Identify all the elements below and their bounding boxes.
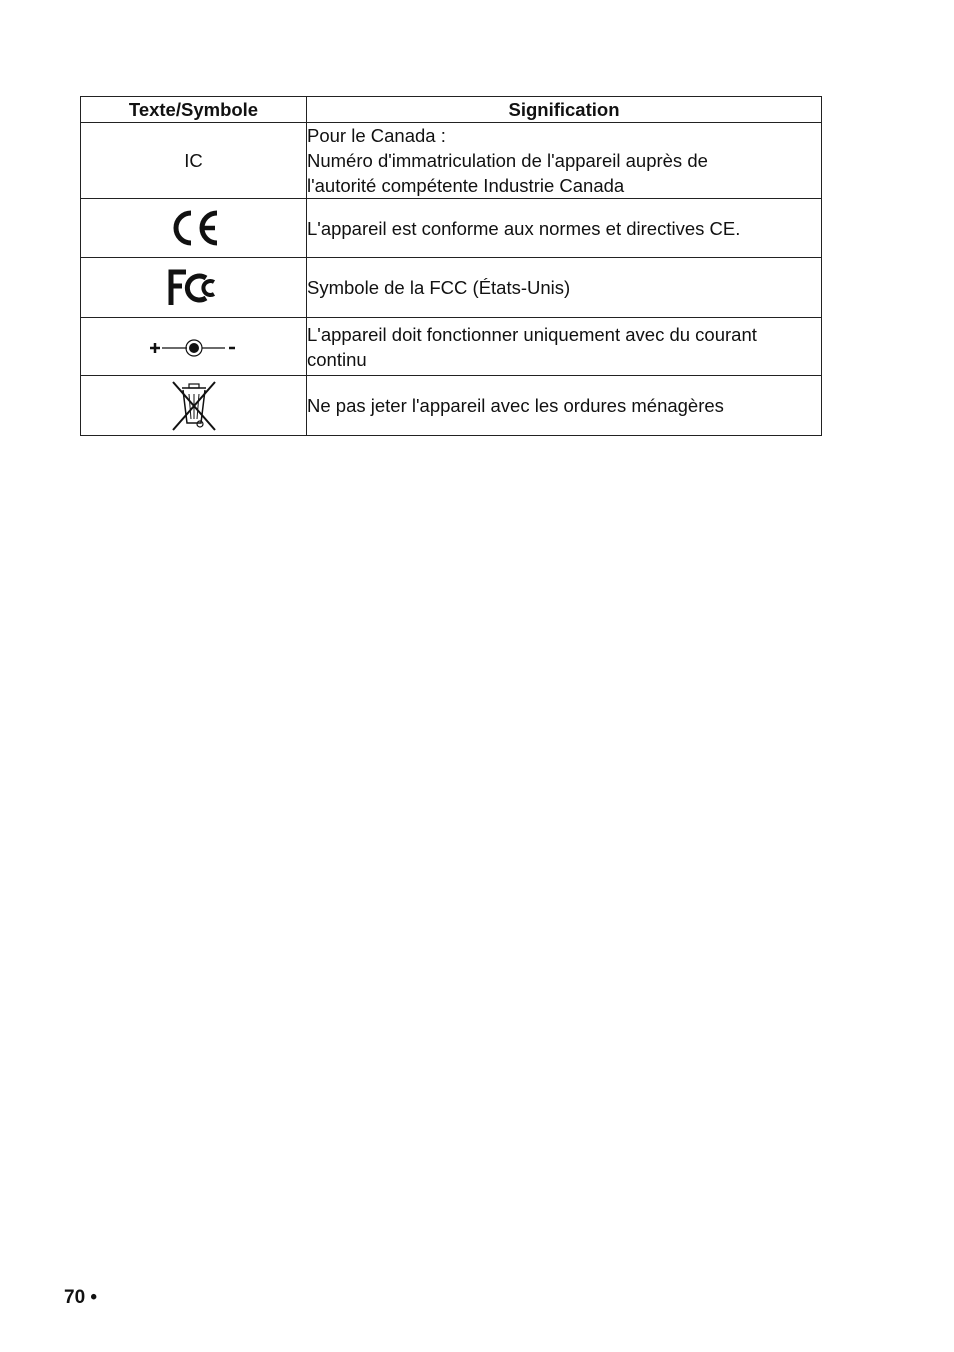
table-row: [81, 199, 822, 258]
dc-polarity-icon: [149, 336, 239, 360]
table-row: [81, 318, 822, 376]
symbol-cell-weee: [81, 376, 307, 436]
page-number: 70 •: [64, 1287, 98, 1308]
ce-mark-icon: [167, 208, 221, 248]
symbol-cell-dc: [81, 318, 307, 376]
symbol-cell-ce: [81, 199, 307, 258]
fcc-logo-icon: [168, 269, 220, 307]
header-symbol: Texte/Symbole: [81, 97, 307, 123]
meaning-cell-ce: L'appareil est conforme aux normes et directives CE.: [307, 199, 822, 258]
symbol-cell-ic: IC: [81, 123, 307, 199]
meaning-cell-dc: L'appareil doit fonctionner uniquement avec du courant continu: [307, 318, 822, 376]
table-row: [81, 376, 822, 436]
meaning-cell-ic: [307, 123, 822, 199]
table-row: [81, 258, 822, 318]
meaning-cell-weee: Ne pas jeter l'appareil avec les ordures ménagères: [307, 376, 822, 436]
meaning-line: Pour le Canada :: [307, 125, 446, 146]
table-row: [81, 123, 822, 199]
symbols-table: [80, 96, 822, 436]
crossed-bin-icon: [170, 381, 218, 431]
table-header-row: [81, 97, 822, 123]
meaning-line: l'autorité compétente Industrie Canada: [307, 175, 625, 196]
header-meaning: Signification: [307, 97, 822, 123]
symbol-cell-fcc: [81, 258, 307, 318]
meaning-line: Numéro d'immatriculation de l'appareil auprès de: [307, 150, 708, 171]
meaning-cell-fcc: Symbole de la FCC (États-Unis): [307, 258, 822, 318]
